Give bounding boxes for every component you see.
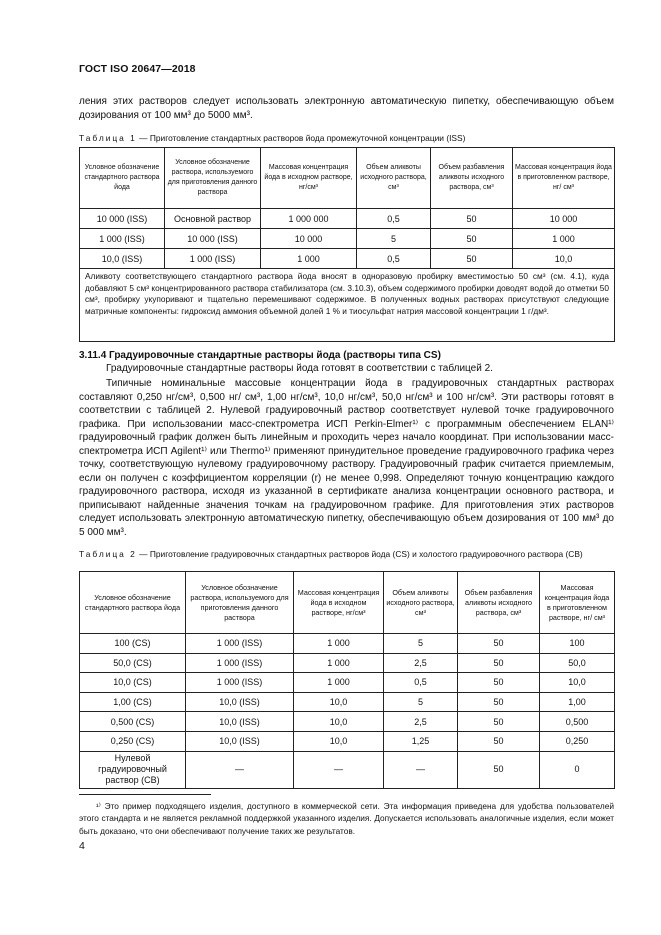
table-cell: 1 000	[294, 634, 384, 654]
table-cell: 0,250 (CS)	[80, 731, 186, 751]
footnote: ¹⁾ Это пример подходящего изделия, доступного в коммерческой сети. Эта информация приведена для удобства пользователей этого стандарта и не является рекламной поддержкой указанного изделия. Допускается использовать аналогичные изделия, если может быть доказано, что они обеспечивают получение таких же результатов.	[79, 801, 614, 836]
table-cell: 1,00 (CS)	[80, 692, 186, 712]
table-row	[80, 229, 615, 249]
table-cell: 1 000	[294, 673, 384, 693]
table-row	[80, 209, 615, 229]
table-cell: Нулевой градуировочный раствор (CB)	[80, 751, 186, 788]
table-row	[80, 673, 615, 693]
table-cell: 50	[431, 249, 513, 269]
table1	[79, 147, 615, 342]
table-header-cell: Массовая концентрация йода в приготовленном растворе, нг/ см³	[513, 148, 615, 209]
table-cell: 10 000	[513, 209, 615, 229]
table-cell: 2,5	[384, 712, 458, 732]
table-cell: 1 000 (ISS)	[186, 653, 294, 673]
table-cell: 50	[431, 229, 513, 249]
table1-caption-label: Таблица 1	[79, 133, 137, 143]
table-row	[80, 634, 615, 654]
table2-header-row	[80, 572, 615, 634]
table-cell: 10 000 (ISS)	[80, 209, 165, 229]
table-cell: 0,500	[540, 712, 615, 732]
table-cell: Основной раствор	[165, 209, 261, 229]
table2-caption-text: — Приготовление градуировочных стандартных растворов йода (CS) и холостого градуировочного раствора (CB)	[136, 549, 583, 559]
table-cell: 50,0 (CS)	[80, 653, 186, 673]
intro-paragraph: ления этих растворов следует использовать электронную автоматическую пипетку, обеспечивающую объем дозирования от 100 мм³ до 5000 мм³.	[79, 96, 614, 121]
table-header-cell: Объем аликвоты исходного раствора, см³	[357, 148, 431, 209]
table-row	[80, 751, 615, 788]
table-cell: 10,0 (CS)	[80, 673, 186, 693]
table-cell: 10,0	[294, 692, 384, 712]
table-cell: 100	[540, 634, 615, 654]
table-cell: 50	[458, 692, 540, 712]
table-cell: 1 000	[513, 229, 615, 249]
table-cell: 5	[357, 229, 431, 249]
table-row	[80, 712, 615, 732]
table-header-cell: Условное обозначение раствора, используемого для приготовления данного раствора	[165, 148, 261, 209]
table-row	[80, 653, 615, 673]
table-header-cell: Массовая концентрация йода в приготовленном растворе, нг/ см³	[540, 572, 615, 634]
table-row	[80, 692, 615, 712]
table-header-cell: Объем разбавления аликвоты исходного раствора, см³	[431, 148, 513, 209]
table-header-cell: Массовая концентрация йода в исходном растворе, нг/см³	[294, 572, 384, 634]
table-cell: 1 000 (ISS)	[80, 229, 165, 249]
table-cell: 50	[458, 712, 540, 732]
table-cell: 100 (CS)	[80, 634, 186, 654]
table-header-cell: Объем разбавления аликвоты исходного раствора, см³	[458, 572, 540, 634]
table-cell: 1 000	[294, 653, 384, 673]
table-cell: 10 000	[261, 229, 357, 249]
table1-caption	[79, 132, 614, 144]
table-cell: —	[294, 751, 384, 788]
table-cell: 0,5	[357, 209, 431, 229]
table-cell: 10,0 (ISS)	[186, 692, 294, 712]
table-cell: —	[186, 751, 294, 788]
table1-caption-text: — Приготовление стандартных растворов йода промежуточной концентрации (ISS)	[136, 133, 466, 143]
table-cell: 10,0 (ISS)	[80, 249, 165, 269]
table-cell: 1 000 (ISS)	[165, 249, 261, 269]
table-row	[80, 731, 615, 751]
table-cell: 1 000	[261, 249, 357, 269]
section-paragraph-1: Градуировочные стандартные растворы йода готовят в соответствии с таблицей 2.	[106, 363, 493, 374]
table-cell: 0	[540, 751, 615, 788]
table-cell: 0,5	[357, 249, 431, 269]
table-cell: 50,0	[540, 653, 615, 673]
section-paragraph-2: Типичные номинальные массовые концентрации йода в градуировочных стандартных растворах составляют 0,250 нг/см³, 0,500 нг/ см³, 1,00 нг/см³, 10,0 нг/см³, 50,0 нг/см³ и 100 нг/см³. Эти растворы готовят в соответствии с таблицей 2. Нулевой градуировочный раствор соответствует нулевой точке градуировочного графика. При использовании масс-спектрометра ИСП Perkin-Elmer¹⁾ с программным обеспечением ELAN¹⁾ градуировочный график должен быть линейным и проходить через начало координат. При использовании масс-спектрометра ИСП Agilent¹⁾ или Thermo¹⁾ применяют принудительное проведение градуировочного графика через точку, соответствующую нулевому градуировочному раствору. Градуировочный график считается приемлемым, если он получен с коэффициентом корреляции (r) не менее 0,998. Определяют точную концентрацию каждого градуировочного раствора, исходя из указанной в сертификате анализа концентрации основного раствора, и приписывают найденные значения точкам на градуировочном графике. Для приготовления этих растворов следует использовать электронную автоматическую пипетку, обеспечивающую объем дозирования от 100 мм³ до 5 000 мм³.	[79, 378, 614, 538]
document-header: ГОСТ ISO 20647—2018	[79, 63, 196, 75]
table-cell: 50	[458, 673, 540, 693]
table-cell: 50	[431, 209, 513, 229]
table-cell: 10,0	[540, 673, 615, 693]
table-cell: 10,0 (ISS)	[186, 731, 294, 751]
table-header-cell: Условное обозначение раствора, используемого для приготовления данного раствора	[186, 572, 294, 634]
table2-caption	[79, 548, 614, 560]
table-cell: 0,250	[540, 731, 615, 751]
table-cell: 10,0 (ISS)	[186, 712, 294, 732]
table-cell: 50	[458, 751, 540, 788]
table-cell: 1,25	[384, 731, 458, 751]
table2	[79, 571, 615, 789]
table-cell: 1 000 000	[261, 209, 357, 229]
table-cell: 2,5	[384, 653, 458, 673]
table-cell: 10,0	[294, 731, 384, 751]
table-header-cell: Условное обозначение стандартного раствора йода	[80, 572, 186, 634]
table-cell: 0,5	[384, 673, 458, 693]
table-cell: 1,00	[540, 692, 615, 712]
table-cell: 10 000 (ISS)	[165, 229, 261, 249]
footnote-divider	[79, 794, 211, 795]
table-header-cell: Массовая концентрация йода в исходном растворе, нг/см³	[261, 148, 357, 209]
table-header-cell: Условное обозначение стандартного раствора йода	[80, 148, 165, 209]
table-cell: 50	[458, 731, 540, 751]
table-cell: 5	[384, 692, 458, 712]
table-cell: 1 000 (ISS)	[186, 673, 294, 693]
table-cell: 0,500 (CS)	[80, 712, 186, 732]
table1-note: Аликвоту соответствующего стандартного раствора йода вносят в одноразовую пробирку вместимостью 50 см³ (см. 4.1), куда добавляют 5 см³ концентрированного раствора стабилизатора (см. 3.10.3), объем содержимого пробирки доводят водой до отметки 50 см³, пробирку укупоривают и тщательно перемешивают содержимое. В полученных водных растворах присутствуют следующие матричные компоненты: гидроксид аммония объемной долей 1 % и тиосульфат натрия массовой концентрации 1 г/дм³.	[80, 269, 615, 342]
table1-note-row	[80, 269, 615, 342]
table-header-cell: Объем аликвоты исходного раствора, см³	[384, 572, 458, 634]
table-cell: 10,0	[513, 249, 615, 269]
table1-header-row	[80, 148, 615, 209]
table-cell: —	[384, 751, 458, 788]
table-cell: 5	[384, 634, 458, 654]
table2-caption-label: Таблица 2	[79, 549, 137, 559]
section-heading: 3.11.4 Градуировочные стандартные растворы йода (растворы типа CS)	[79, 350, 441, 361]
table-cell: 10,0	[294, 712, 384, 732]
table-row	[80, 249, 615, 269]
page-number: 4	[79, 840, 85, 852]
table-cell: 50	[458, 653, 540, 673]
table-cell: 50	[458, 634, 540, 654]
table-cell: 1 000 (ISS)	[186, 634, 294, 654]
